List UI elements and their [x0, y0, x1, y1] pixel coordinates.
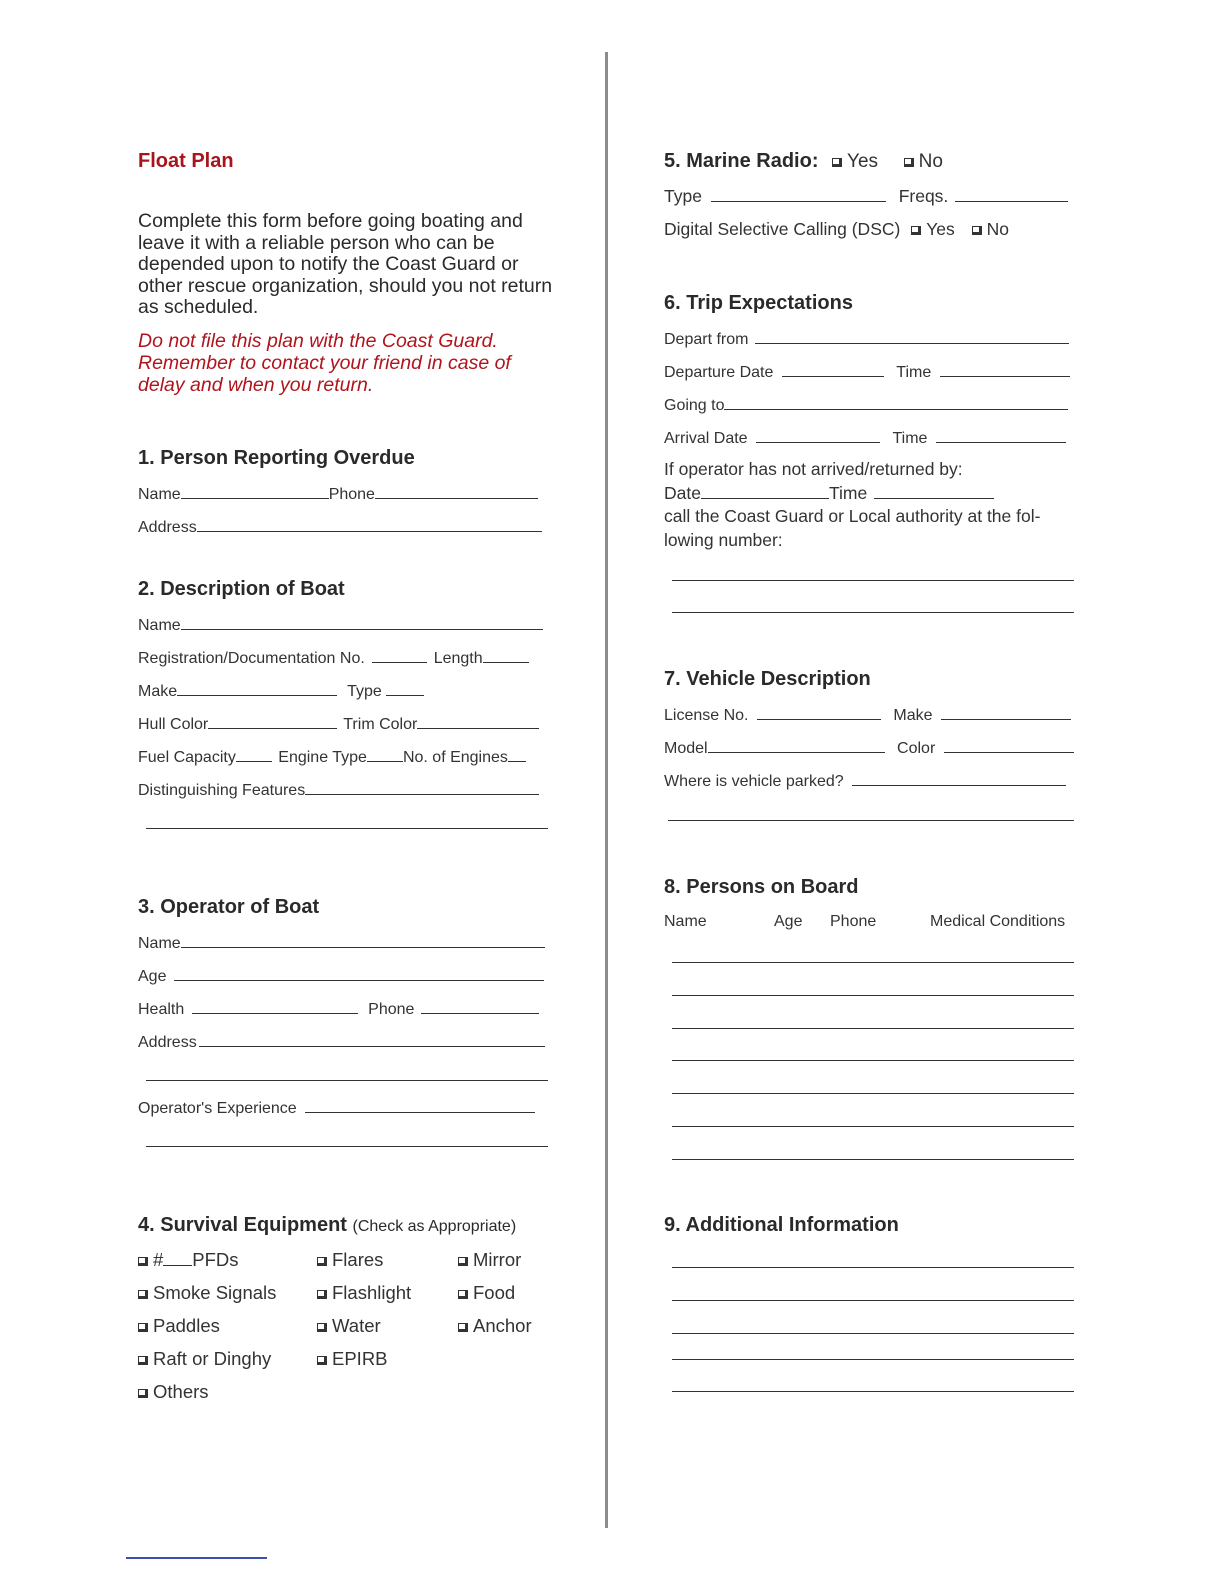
s3-name-field[interactable] — [181, 933, 545, 948]
s6-arrival-row — [664, 428, 1066, 448]
s8-col-age: Age — [774, 913, 803, 930]
section-7-heading: 7. Vehicle Description — [664, 668, 871, 690]
s3-name-row — [138, 933, 545, 953]
s1-name-row — [138, 484, 538, 504]
s2-name-field[interactable] — [181, 615, 543, 630]
section-1-heading: 1. Person Reporting Overdue — [138, 447, 415, 469]
s2-name-label: Name — [138, 617, 181, 634]
s8-person-line[interactable] — [672, 1093, 1074, 1094]
s6-departure-date-row — [664, 362, 1070, 382]
s9-info-line[interactable] — [672, 1391, 1074, 1392]
s2-length-label: Length — [433, 650, 483, 667]
flashlight-checkbox[interactable] — [317, 1282, 411, 1304]
checkbox-icon[interactable] — [138, 1257, 148, 1266]
checkbox-icon[interactable] — [904, 158, 914, 167]
s6-number-line-1[interactable] — [672, 580, 1074, 581]
s6-date-field[interactable] — [701, 482, 829, 499]
s7-parked-row — [664, 771, 1066, 791]
checkbox-icon[interactable] — [317, 1290, 327, 1299]
s6-time2-field[interactable] — [936, 428, 1066, 443]
s6-overdue-block — [664, 458, 1084, 552]
s2-hull-color-label: Hull Color — [138, 716, 209, 733]
checkbox-icon[interactable] — [317, 1257, 327, 1266]
radio-yes-label: Yes — [847, 151, 879, 172]
paddles-checkbox[interactable] — [138, 1315, 220, 1337]
s7-color-label: Color — [897, 740, 936, 757]
s7-make-field[interactable] — [941, 705, 1071, 720]
flares-label: Flares — [332, 1249, 384, 1270]
s2-type-label: Type — [347, 683, 382, 700]
s6-departure-date-field[interactable] — [782, 362, 884, 377]
s8-col-phone: Phone — [830, 913, 877, 930]
warning-text: Do not file this plan with the Coast Guard. Remember to contact your friend in case of delay and when you return. — [138, 330, 511, 396]
s3-age-field[interactable] — [174, 966, 544, 981]
s2-registration-row — [138, 648, 529, 668]
checkbox-icon[interactable] — [832, 158, 842, 167]
section-9-heading: 9. Additional Information — [664, 1214, 899, 1236]
s1-address-field[interactable] — [197, 517, 542, 532]
s6-time3-label: Time — [828, 482, 868, 503]
s6-depart-row — [664, 329, 1069, 349]
s6-time3-field[interactable] — [874, 482, 994, 499]
s8-person-line[interactable] — [672, 995, 1074, 996]
s5-dsc-label: Digital Selective Calling (DSC) — [664, 219, 901, 239]
pfd-count-field[interactable] — [163, 1250, 192, 1266]
s7-license-row — [664, 705, 1071, 725]
s2-registration-label: Registration/Documentation No. — [138, 650, 365, 667]
anchor-label: Anchor — [473, 1315, 532, 1336]
pfd-checkbox[interactable] — [138, 1249, 239, 1271]
s7-parked-label: Where is vehicle parked? — [664, 773, 844, 790]
s6-date-time-row — [664, 482, 1084, 506]
s2-length-field[interactable] — [483, 648, 529, 663]
s9-info-line[interactable] — [672, 1300, 1074, 1301]
s3-experience-line-2[interactable] — [146, 1146, 548, 1147]
s9-info-line[interactable] — [672, 1267, 1074, 1268]
s5-type-field[interactable] — [711, 187, 886, 202]
raft-label: Raft or Dinghy — [153, 1348, 272, 1369]
s9-info-line[interactable] — [672, 1359, 1074, 1360]
s3-age-row — [138, 966, 544, 986]
s2-fuel-label: Fuel Capacity — [138, 749, 236, 766]
s2-engine-type-label: Engine Type — [278, 749, 367, 766]
s2-features-label: Distinguishing Features — [138, 782, 306, 799]
s6-arrival-field[interactable] — [756, 428, 880, 443]
s6-number-line-2[interactable] — [672, 612, 1074, 613]
s2-name-row — [138, 615, 543, 635]
s3-experience-field[interactable] — [305, 1098, 535, 1113]
s2-color-row — [138, 714, 539, 734]
flashlight-label: Flashlight — [332, 1282, 412, 1303]
s3-phone-field[interactable] — [421, 999, 539, 1014]
s6-if-operator: If operator has not arrived/returned by: — [664, 459, 963, 479]
dsc-no-checkbox[interactable] — [972, 219, 1009, 239]
dsc-yes-checkbox[interactable] — [911, 219, 955, 239]
dsc-no-label: No — [986, 219, 1010, 239]
column-divider — [605, 52, 608, 1528]
section-5-title: 5. Marine Radio: — [664, 150, 819, 172]
s2-trim-color-label: Trim Color — [343, 716, 418, 733]
s6-time1-label: Time — [896, 364, 932, 381]
others-checkbox[interactable] — [138, 1381, 209, 1403]
section-4-title: 4. Survival Equipment — [138, 1214, 347, 1236]
s3-address-field[interactable] — [199, 1032, 545, 1047]
paddles-label: Paddles — [153, 1315, 220, 1336]
s7-parked-field[interactable] — [852, 771, 1066, 786]
s2-fuel-field[interactable] — [236, 747, 272, 762]
s2-hull-color-field[interactable] — [208, 714, 337, 729]
section-6-heading: 6. Trip Expectations — [664, 292, 853, 314]
s6-departure-date-label: Departure Date — [664, 364, 774, 381]
s6-arrival-label: Arrival Date — [664, 430, 748, 447]
s6-call-line-1: call the Coast Guard or Local authority at the fol- — [664, 506, 1041, 526]
s3-address-label: Address — [138, 1034, 197, 1051]
s9-info-line[interactable] — [672, 1333, 1074, 1334]
others-label: Others — [153, 1381, 209, 1402]
section-3-heading: 3. Operator of Boat — [138, 896, 320, 918]
s1-phone-label: Phone — [328, 486, 375, 503]
radio-no-checkbox[interactable] — [904, 151, 943, 172]
s7-model-field[interactable] — [708, 738, 885, 753]
s3-health-label: Health — [138, 1001, 185, 1018]
s3-health-row — [138, 999, 539, 1019]
s6-depart-field[interactable] — [755, 329, 1069, 344]
s2-trim-color-field[interactable] — [417, 714, 539, 729]
s8-person-line[interactable] — [672, 1028, 1074, 1029]
checkbox-icon[interactable] — [317, 1323, 327, 1332]
checkbox-icon[interactable] — [458, 1290, 468, 1299]
s8-col-medical: Medical Conditions — [930, 913, 1066, 930]
pfd-label: PFDs — [192, 1249, 239, 1270]
s7-parked-line-2[interactable] — [668, 820, 1074, 821]
checkbox-icon[interactable] — [138, 1356, 148, 1365]
anchor-checkbox[interactable] — [458, 1315, 532, 1337]
radio-yes-checkbox[interactable] — [832, 151, 878, 172]
s2-features-line-2[interactable] — [146, 828, 548, 829]
epirb-checkbox[interactable] — [317, 1348, 388, 1370]
s8-col-name: Name — [664, 913, 707, 930]
dsc-yes-label: Yes — [926, 219, 955, 239]
s2-make-row — [138, 681, 424, 701]
s2-registration-field[interactable] — [372, 648, 427, 663]
s6-call-line-2: lowing number: — [664, 529, 783, 550]
checkbox-icon[interactable] — [138, 1290, 148, 1299]
s6-date-label: Date — [664, 482, 701, 503]
section-4-heading — [138, 1214, 516, 1237]
s2-make-field[interactable] — [177, 681, 337, 696]
section-4-note: (Check as Appropriate) — [352, 1218, 517, 1235]
s6-going-row — [664, 395, 1068, 415]
smoke-checkbox[interactable] — [138, 1282, 276, 1304]
section-2-heading: 2. Description of Boat — [138, 578, 345, 600]
water-label: Water — [332, 1315, 381, 1336]
mirror-label: Mirror — [473, 1249, 522, 1270]
s7-model-label: Model — [664, 740, 708, 757]
section-5-heading — [664, 150, 943, 173]
checkbox-icon[interactable] — [458, 1257, 468, 1266]
mirror-checkbox[interactable] — [458, 1249, 521, 1271]
s2-engine-row — [138, 747, 526, 767]
s8-person-line[interactable] — [672, 962, 1074, 963]
s3-experience-label: Operator's Experience — [138, 1100, 297, 1117]
s5-type-label: Type — [664, 186, 702, 206]
checkbox-icon[interactable] — [317, 1356, 327, 1365]
s6-time2-label: Time — [892, 430, 928, 447]
s8-person-line[interactable] — [672, 1159, 1074, 1160]
footer-rule — [126, 1557, 267, 1559]
s3-phone-label: Phone — [368, 1001, 415, 1018]
s5-freqs-field[interactable] — [955, 187, 1068, 202]
s1-phone-field[interactable] — [375, 484, 538, 499]
s2-num-engines-field[interactable] — [508, 747, 526, 762]
s7-license-label: License No. — [664, 707, 749, 724]
pfd-prefix: # — [153, 1249, 164, 1270]
s7-model-row — [664, 738, 1074, 758]
checkbox-icon[interactable] — [458, 1323, 468, 1332]
s3-experience-row — [138, 1098, 535, 1118]
section-8-heading: 8. Persons on Board — [664, 876, 859, 898]
intro-text: Complete this form before going boating and leave it with a reliable person who can be depended upon to notify the Coast Guard or other rescue organization, should you not return as scheduled. — [138, 210, 553, 319]
s2-features-row — [138, 780, 539, 800]
s8-person-line[interactable] — [672, 1126, 1074, 1127]
checkbox-icon[interactable] — [138, 1389, 148, 1398]
s3-name-label: Name — [138, 935, 181, 952]
s8-person-line[interactable] — [672, 1060, 1074, 1061]
s5-freqs-label: Freqs. — [898, 186, 949, 206]
s7-license-field[interactable] — [757, 705, 881, 720]
s6-going-label: Going to — [664, 397, 725, 414]
s2-make-label: Make — [138, 683, 178, 700]
flares-checkbox[interactable] — [317, 1249, 383, 1271]
s2-type-field[interactable] — [386, 681, 424, 696]
s1-name-label: Name — [138, 486, 181, 503]
s6-depart-label: Depart from — [664, 331, 749, 348]
water-checkbox[interactable] — [317, 1315, 381, 1337]
s3-address-line-2[interactable] — [146, 1080, 548, 1081]
checkbox-icon[interactable] — [138, 1323, 148, 1332]
s7-color-field[interactable] — [944, 738, 1074, 753]
radio-no-label: No — [918, 151, 943, 172]
s1-address-label: Address — [138, 519, 197, 536]
s7-make-label: Make — [893, 707, 933, 724]
s1-name-field[interactable] — [181, 484, 329, 499]
s5-type-row — [664, 186, 1068, 207]
checkbox-icon[interactable] — [911, 226, 921, 235]
form-title: Float Plan — [138, 150, 234, 172]
epirb-label: EPIRB — [332, 1348, 388, 1369]
s6-time1-field[interactable] — [940, 362, 1070, 377]
s3-health-field[interactable] — [192, 999, 358, 1014]
s2-num-engines-label: No. of Engines — [402, 749, 508, 766]
s3-address-row — [138, 1032, 545, 1052]
raft-checkbox[interactable] — [138, 1348, 271, 1370]
s1-address-row — [138, 517, 542, 537]
s3-age-label: Age — [138, 968, 167, 985]
s5-dsc-row — [664, 219, 1009, 240]
food-checkbox[interactable] — [458, 1282, 515, 1304]
food-label: Food — [473, 1282, 516, 1303]
s6-going-field[interactable] — [724, 395, 1068, 410]
smoke-label: Smoke Signals — [153, 1282, 277, 1303]
checkbox-icon[interactable] — [972, 226, 982, 235]
s2-engine-type-field[interactable] — [367, 747, 403, 762]
s2-features-field[interactable] — [305, 780, 539, 795]
